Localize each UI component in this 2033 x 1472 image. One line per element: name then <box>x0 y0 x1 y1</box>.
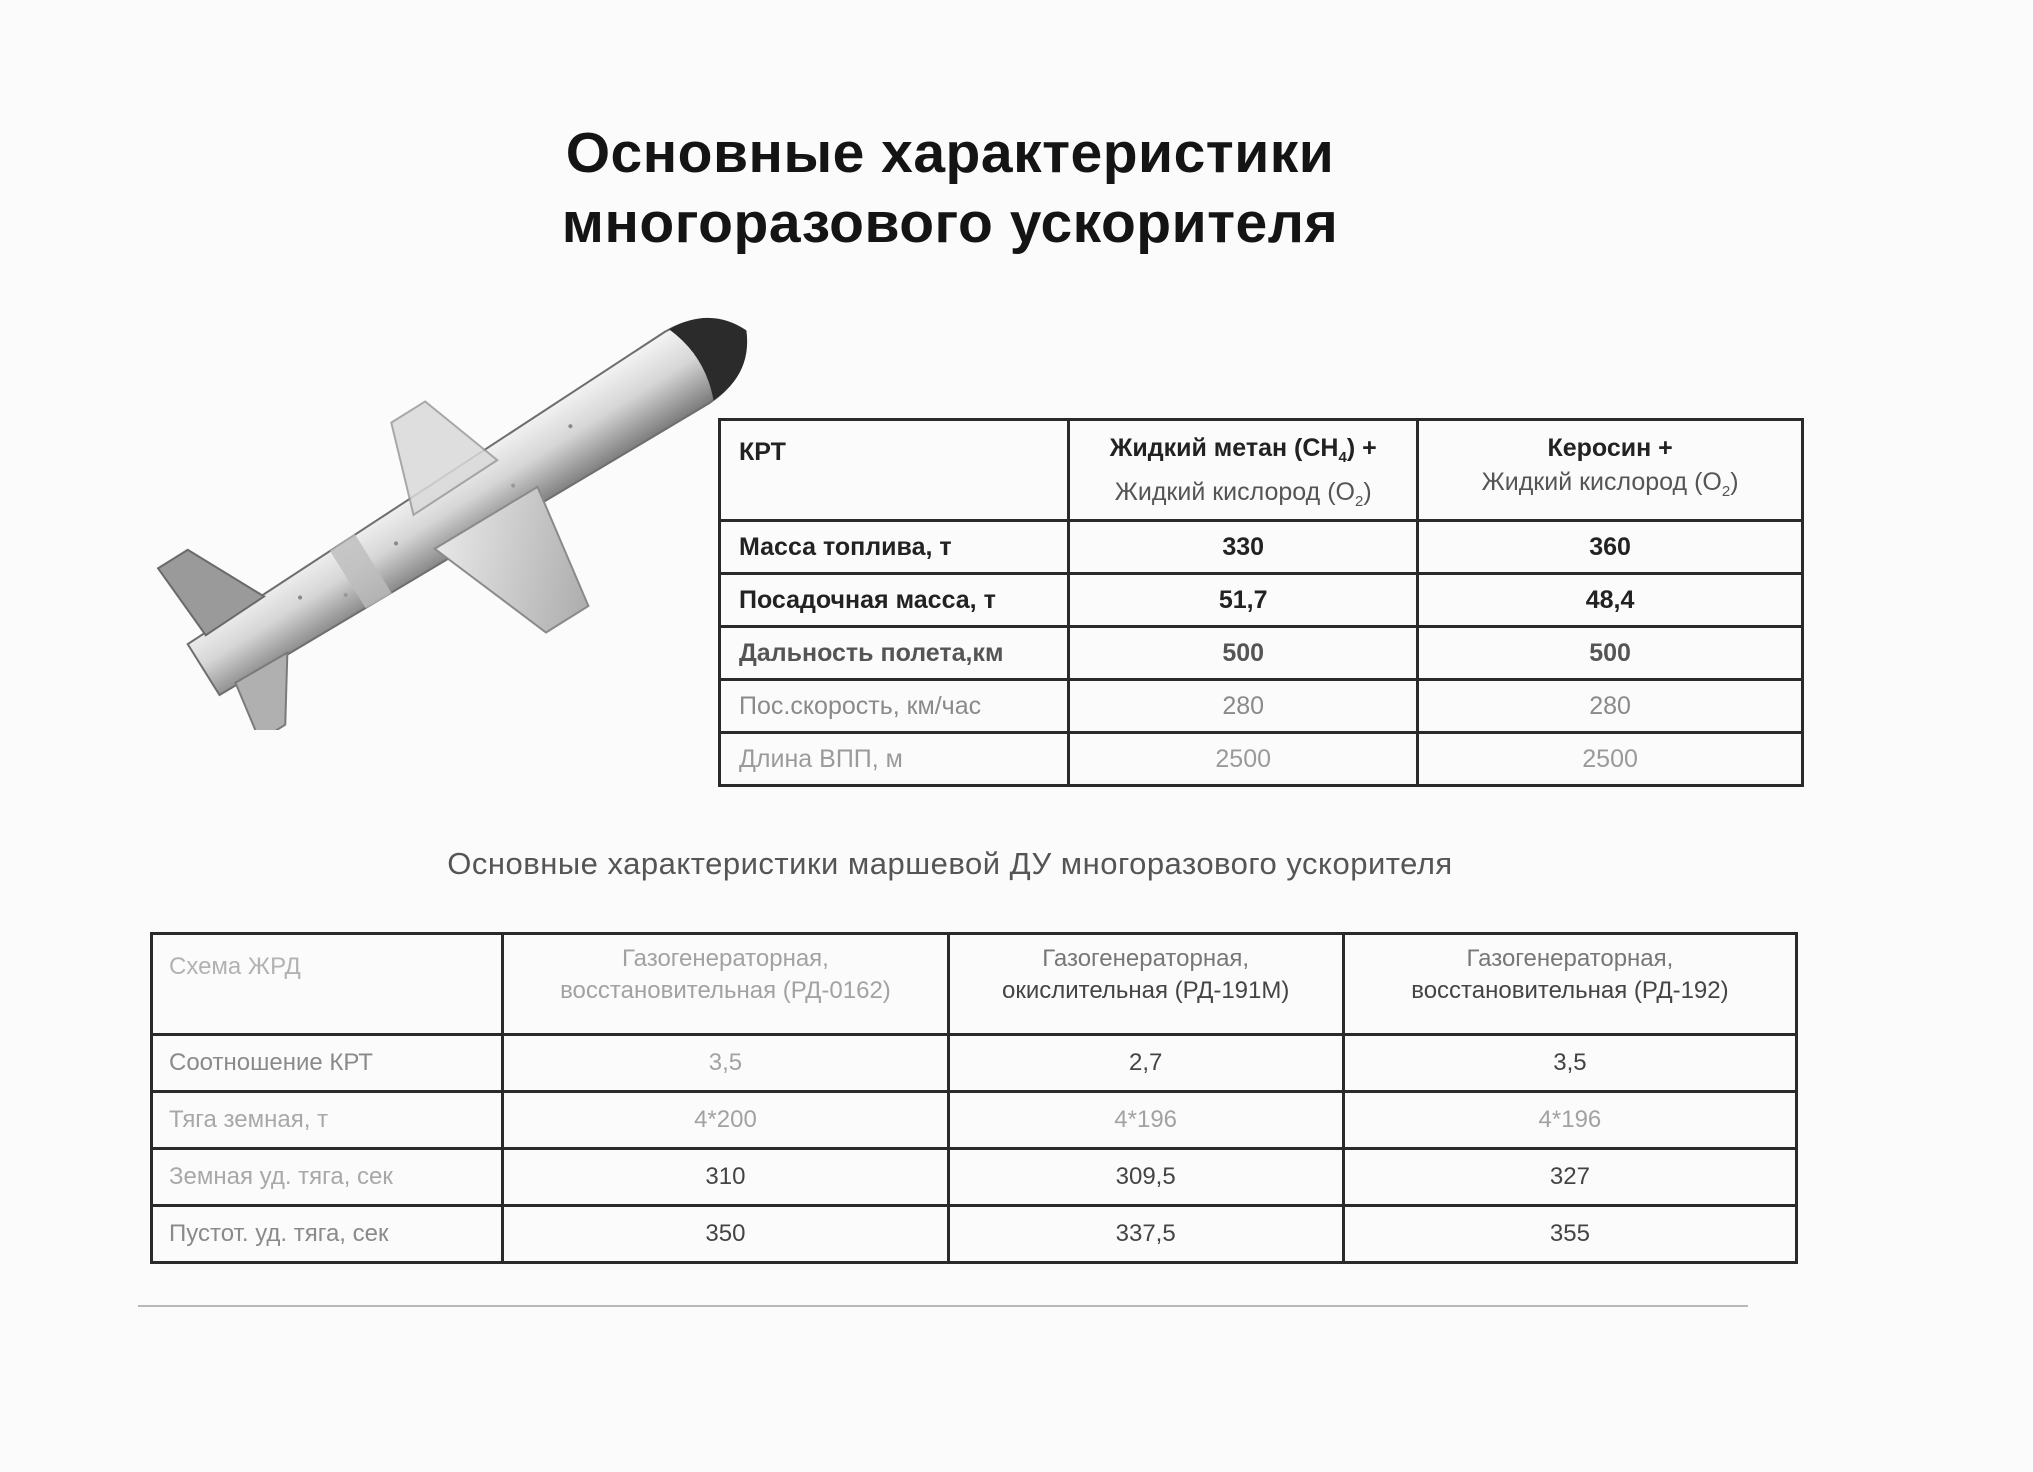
table-header-row <box>720 420 1803 521</box>
table-cell: 500 <box>1418 627 1803 680</box>
table-header-row <box>152 934 1797 1035</box>
table-row <box>720 574 1803 627</box>
table-cell: 337,5 <box>948 1206 1343 1263</box>
table-row <box>152 1035 1797 1092</box>
reusable-booster-illustration <box>150 290 800 730</box>
row-label: Дальность полета,км <box>720 627 1069 680</box>
table-cell: 500 <box>1069 627 1418 680</box>
footer-divider <box>138 1305 1748 1307</box>
row-label: Соотношение КРТ <box>152 1035 503 1092</box>
page-title-line-2: многоразового ускорителя <box>561 191 1339 255</box>
column-header-kerosene-lox: Керосин + Жидкий кислород $(O_2)$ <box>1418 420 1803 521</box>
page-title-line-1: Основные характеристики <box>565 121 1335 185</box>
table-cell: 280 <box>1069 680 1418 733</box>
table-row <box>720 521 1803 574</box>
table-cell: 2500 <box>1418 733 1803 786</box>
table-row <box>720 627 1803 680</box>
table-row <box>152 1092 1797 1149</box>
table-cell: 355 <box>1343 1206 1796 1263</box>
table-cell: 2500 <box>1069 733 1418 786</box>
table-cell: 3,5 <box>1343 1035 1796 1092</box>
row-label: Посадочная масса, т <box>720 574 1069 627</box>
table-row <box>720 733 1803 786</box>
column-header-engine-scheme: Схема ЖРД <box>152 934 503 1035</box>
table-row <box>152 1149 1797 1206</box>
table-cell: 4*196 <box>1343 1092 1796 1149</box>
table-cell: 350 <box>503 1206 948 1263</box>
table-cell: 4*196 <box>948 1092 1343 1149</box>
table-cell: 310 <box>503 1149 948 1206</box>
table-row <box>720 680 1803 733</box>
table-cell: 48,4 <box>1418 574 1803 627</box>
row-label: Масса топлива, т <box>720 521 1069 574</box>
row-label: Пос.скорость, км/час <box>720 680 1069 733</box>
table-cell: 51,7 <box>1069 574 1418 627</box>
table-cell: 4*200 <box>503 1092 948 1149</box>
table-cell: 360 <box>1418 521 1803 574</box>
engine-characteristics-table <box>150 932 1798 1264</box>
column-header-propellant: КРТ <box>720 420 1069 521</box>
column-header-methane-lox: Жидкий метан $(CH_4)$ + Жидкий кислород $(O_2)$ <box>1069 420 1418 521</box>
table-cell: 280 <box>1418 680 1803 733</box>
row-label: Пустот. уд. тяга, сек <box>152 1206 503 1263</box>
column-header-rd-0162: Газогенераторная, восстановительная (РД-0162) <box>503 934 948 1035</box>
column-header-rd-192: Газогенераторная, восстановительная (РД-192) <box>1343 934 1796 1035</box>
table-cell: 2,7 <box>948 1035 1343 1092</box>
table-row <box>152 1206 1797 1263</box>
table-cell: 330 <box>1069 521 1418 574</box>
table-cell: 3,5 <box>503 1035 948 1092</box>
row-label: Длина ВПП, м <box>720 733 1069 786</box>
table-cell: 327 <box>1343 1149 1796 1206</box>
table-cell: 309,5 <box>948 1149 1343 1206</box>
engine-section-title: Основные характеристики маршевой ДУ многоразового ускорителя <box>447 846 1453 881</box>
row-label: Тяга земная, т <box>152 1092 503 1149</box>
column-header-rd-191m: Газогенераторная, окислительная (РД-191М) <box>948 934 1343 1035</box>
row-label: Земная уд. тяга, сек <box>152 1149 503 1206</box>
page-title <box>430 118 1470 258</box>
booster-characteristics-table <box>718 418 1804 787</box>
